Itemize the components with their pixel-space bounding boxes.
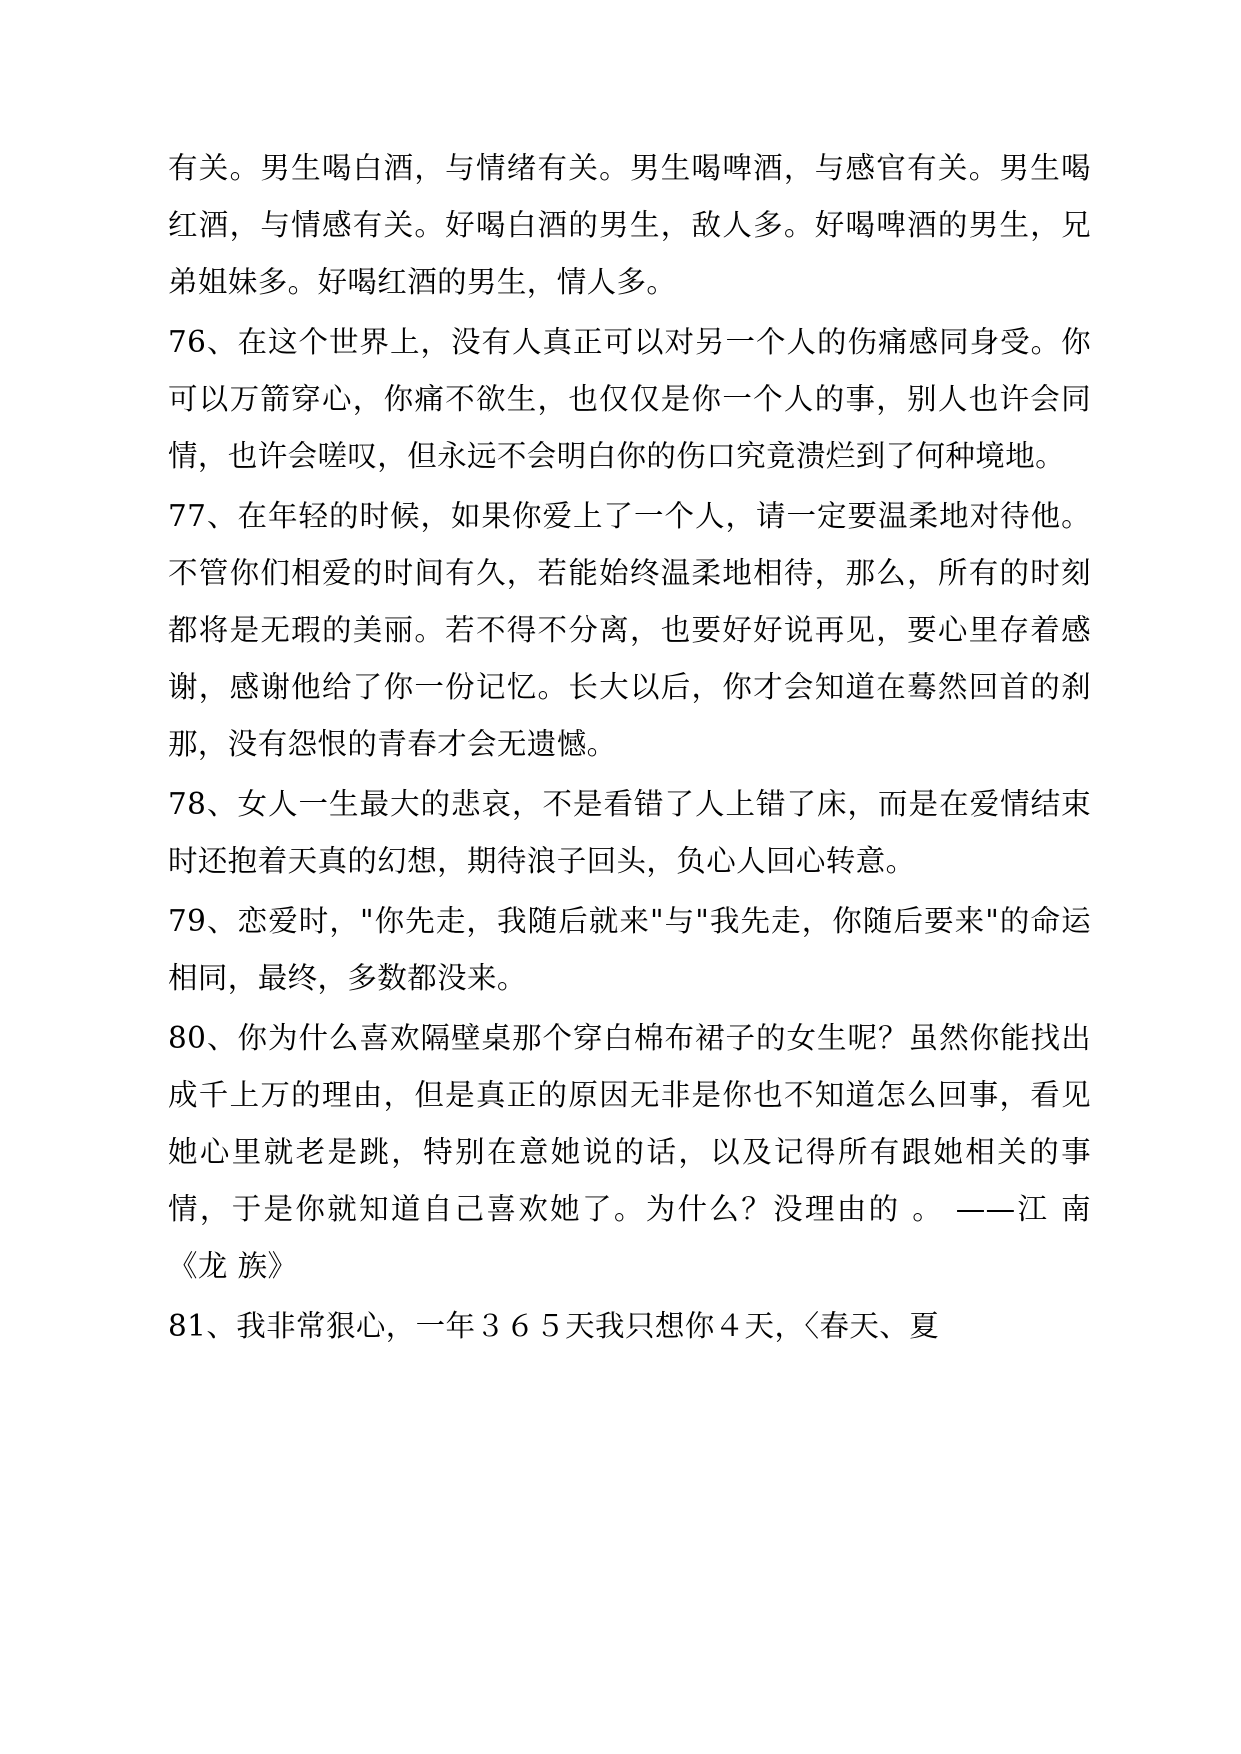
paragraph-item-80: 80、你为什么喜欢隔壁桌那个穿白棉布裙子的女生呢？虽然你能找出成千上万的理由，但是真正的原因无非是你也不知道怎么回事，看见她心里就老是跳，特别在意她说的话，以及记得所有跟她相关的事情，于是你就知道自己喜欢她了。为什么？没理由的 。 ——江 南 《龙 族》 [168, 1021, 1091, 1283]
paragraph-item-79: 79、恋爱时，"你先走，我随后就来"与"我先走，你随后要来"的命运相同，最终，多数都没来。 [168, 904, 1091, 995]
paragraph-continuation: 有关。男生喝白酒，与情绪有关。男生喝啤酒，与感官有关。男生喝红酒，与情感有关。好喝白酒的男生，敌人多。好喝啤酒的男生，兄弟姐妹多。好喝红酒的男生，情人多。 [168, 151, 1091, 299]
paragraph-item-81: 81、我非常狠心，一年３６５天我只想你４天，〈春天、夏 [168, 1309, 940, 1343]
paragraph-item-76: 76、在这个世界上，没有人真正可以对另一个人的伤痛感同身受。你可以万箭穿心，你痛不欲生，也仅仅是你一个人的事，别人也许会同情，也许会嗟叹，但永远不会明白你的伤口究竟溃烂到了何种境地。 [168, 325, 1091, 473]
paragraph-item-78: 78、女人一生最大的悲哀，不是看错了人上错了床，而是在爱情结束时还抱着天真的幻想，期待浪子回头，负心人回心转意。 [168, 787, 1091, 878]
paragraph-item-77: 77、在年轻的时候，如果你爱上了一个人，请一定要温柔地对待他。不管你们相爱的时间有久，若能始终温柔地相待，那么，所有的时刻都将是无瑕的美丽。若不得不分离，也要好好说再见，要心里存着感谢，感谢他给了你一份记忆。长大以后，你才会知道在蓦然回首的刹那，没有怨恨的青春才会无遗憾。 [168, 499, 1091, 761]
document-body [168, 140, 1091, 1355]
